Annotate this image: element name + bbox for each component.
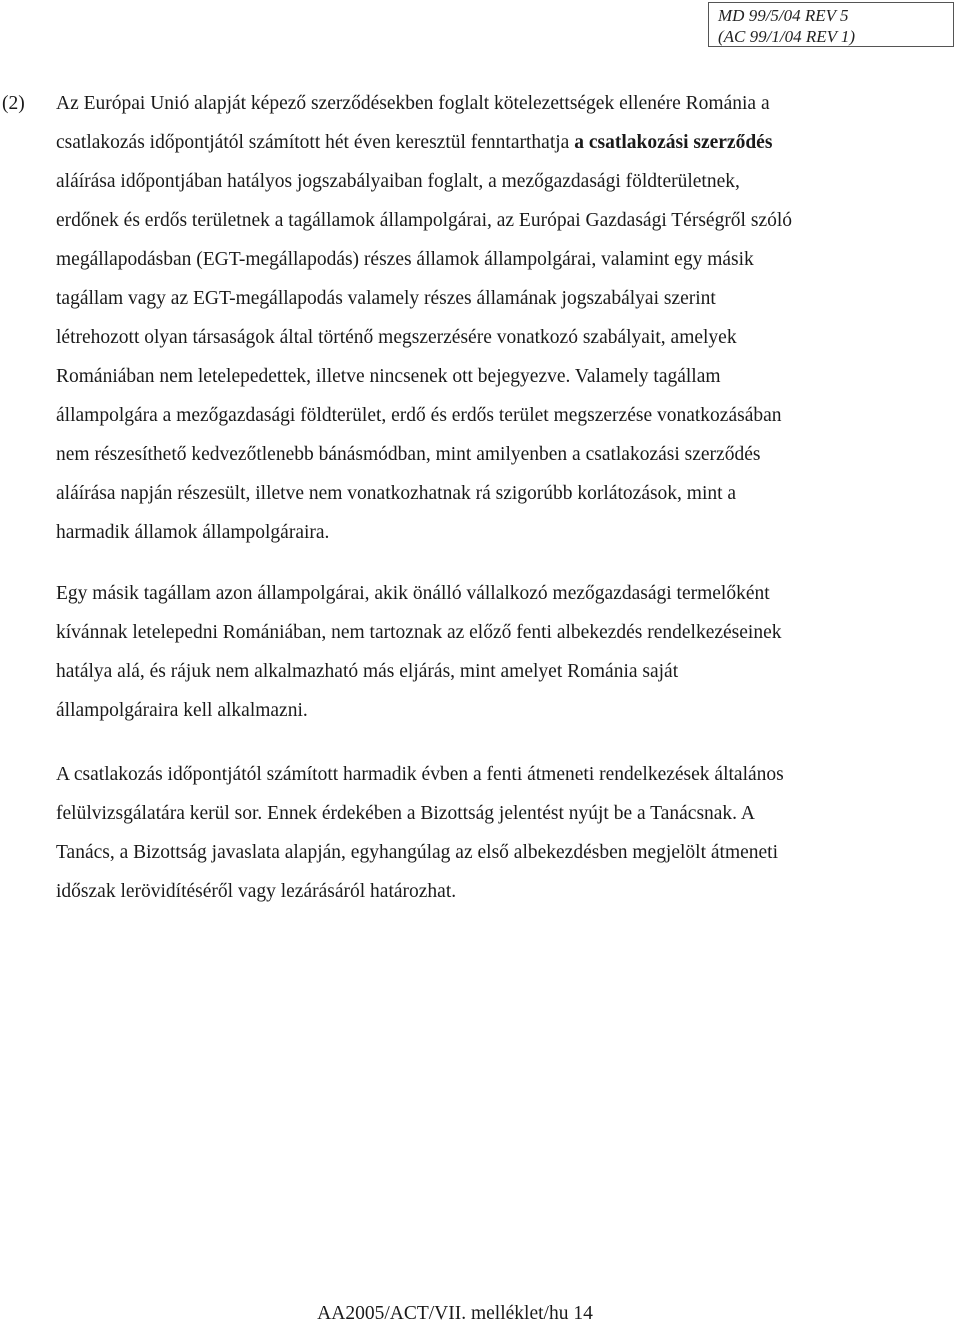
text-line: kívánnak letelepedni Romániában, nem tartoznak az előző fenti albekezdés rendelkezéseinek [56,622,782,643]
text-line: A csatlakozás időpontjától számított harmadik évben a fenti átmeneti rendelkezések általános [56,764,784,785]
text-line: létrehozott olyan társaságok által történő megszerzésére vonatkozó szabályait, amelyek [56,327,737,348]
text-line: hatálya alá, és rájuk nem alkalmazható más eljárás, mint amelyet Románia saját [56,661,679,682]
text-line: időszak lerövidítéséről vagy lezárásáról határozhat. [56,881,457,902]
text-line: Tanács, a Bizottság javaslata alapján, egyhangúlag az első albekezdésben megjelölt átmeneti [56,842,779,863]
text-line: tagállam vagy az EGT-megállapodás valamely részes államának jogszabályai szerint [56,288,716,309]
text-line: harmadik államok állampolgáraira. [56,522,330,543]
text-run: csatlakozás időpontjától számított hét éven keresztül fenntarthatja [56,132,575,153]
text-line: aláírása napján részesült, illetve nem vonatkozhatnak rá szigorúbb korlátozások, mint a [56,483,737,504]
text-line [56,130,926,169]
paragraph-1 [56,91,926,559]
paragraph-number: (2) [2,93,25,114]
text-line: nem részesíthető kedvezőtlenebb bánásmódban, mint amilyenben a csatlakozási szerződés [56,444,761,465]
reference-line-2: (AC 99/1/04 REV 1) [718,27,856,46]
reference-line-1: MD 99/5/04 REV 5 [718,6,849,25]
document-reference-box [708,2,954,47]
paragraph-3 [56,762,926,918]
text-line: állampolgáraira kell alkalmazni. [56,700,308,721]
text-line: Romániában nem letelepedettek, illetve nincsenek ott bejegyezve. Valamely tagállam [56,366,721,387]
text-line: megállapodásban (EGT-megállapodás) részes államok állampolgárai, valamint egy másik [56,249,754,270]
text-line: Egy másik tagállam azon állampolgárai, akik önálló vállalkozó mezőgazdasági termelőként [56,583,770,604]
text-line: erdőnek és erdős területnek a tagállamok állampolgárai, az Európai Gazdasági Térségről szóló [56,210,793,231]
text-line: aláírása időpontjában hatályos jogszabályaiban foglalt, a mezőgazdasági földterületnek, [56,171,740,192]
text-line: Az Európai Unió alapját képező szerződésekben foglalt kötelezettségek ellenére Románia a [56,93,770,114]
bold-term: a csatlakozási szerződés [574,132,773,153]
text-line: állampolgára a mezőgazdasági földterület, erdő és erdős terület megszerzése vonatkozásában [56,405,782,426]
page-footer: AA2005/ACT/VII. melléklet/hu 14 [317,1303,593,1324]
paragraph-2 [56,581,926,737]
text-line: felülvizsgálatára kerül sor. Ennek érdekében a Bizottság jelentést nyújt be a Tanácsnak. A [56,803,755,824]
